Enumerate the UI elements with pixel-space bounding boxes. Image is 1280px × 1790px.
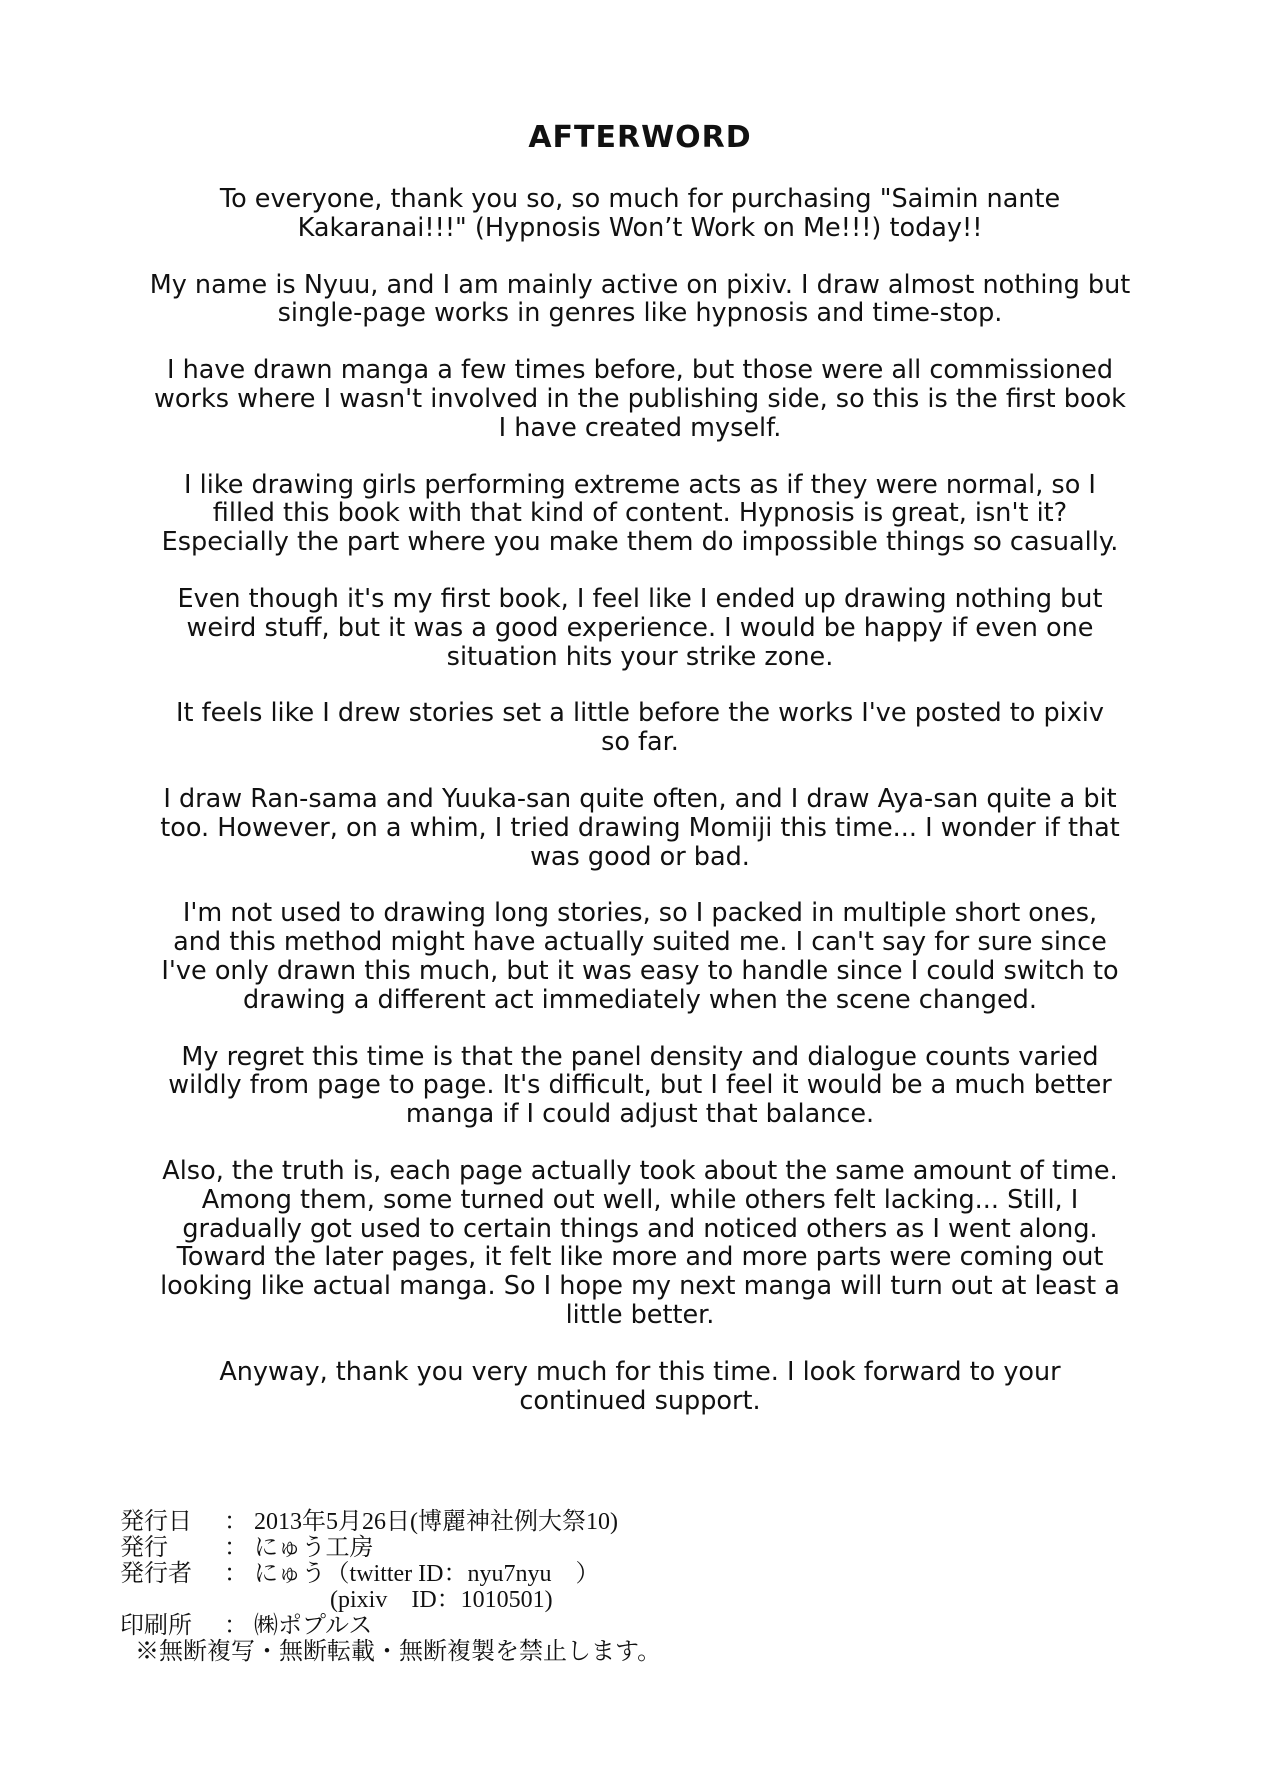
pixiv-value: (pixiv ID：1010501) (330, 1587, 553, 1613)
copyright-notice: ※無断複写・無断転載・無断複製を禁止します。 (135, 1639, 662, 1665)
colophon (120, 1509, 1120, 1665)
paragraph: I'm not used to drawing long stories, so I packed in multiple short ones, and this method might have actually suited me. I can't say for sure since I've only drawn this much, but it was easy to handle since I could switch to drawing a different act immediately when the scene changed. (161, 898, 1119, 1015)
separator: ： (224, 1561, 248, 1587)
author-label: 発行者 (120, 1561, 192, 1587)
printer-value: ㈱ポプルス (254, 1613, 373, 1639)
indent-spacer (120, 1587, 330, 1613)
paragraph: I have drawn manga a few times before, but those were all commissioned works where I wasn't involved in the publishing side, so this is the first book I have created myself. (154, 355, 1126, 443)
separator: ： (224, 1535, 248, 1561)
colophon-row-author (120, 1561, 1120, 1587)
paragraph: I draw Ran-sama and Yuuka-san quite often, and I draw Aya-san quite a bit too. However, on a whim, I tried drawing Momiji this time... I wonder if that was good or bad. (160, 783, 1120, 872)
paragraph: I like drawing girls performing extreme acts as if they were normal, so I filled this book with that kind of content. Hypnosis is great, isn't it? Especially the part where you make them do impossible things so casually. (161, 469, 1119, 558)
separator: ： (224, 1613, 248, 1639)
publisher-label: 発行 (120, 1535, 168, 1561)
separator: ： (224, 1509, 248, 1535)
afterword-body (60, 185, 1220, 1443)
page-title: AFTERWORD (528, 120, 752, 155)
date-label: 発行日 (120, 1509, 192, 1535)
colophon-row-printer (120, 1613, 1120, 1639)
paragraph: To everyone, thank you so, so much for purchasing "Saimin nante Kakaranai!!!" (Hypnosis Won’t Work on Me!!!) today!! (219, 184, 1061, 243)
author-value: にゅう（twitter ID：nyu7nyu ） (254, 1561, 600, 1587)
publisher-value: にゅう工房 (254, 1535, 374, 1561)
paragraph: Anyway, thank you very much for this time. I look forward to your continued support. (219, 1356, 1061, 1416)
paragraph: My name is Nyuu, and I am mainly active on pixiv. I draw almost nothing but single-page works in genres like hypnosis and time-stop. (149, 269, 1131, 329)
colophon-row-pixiv (120, 1587, 1120, 1613)
paragraph: Also, the truth is, each page actually took about the same amount of time. Among them, some turned out well, while others felt lacking... Still, I gradually got used to certain things and noticed others as I went along. Toward the later pages, it felt like more and more parts were coming out looking like actual manga. So I hope my next manga will turn out at least a little better. (160, 1155, 1120, 1330)
paragraph: Even though it's my first book, I feel like I ended up drawing nothing but weird stuff, but it was a good experience. I would be happy if even one situation hits your strike zone. (177, 583, 1103, 672)
paragraph: It feels like I drew stories set a little before the works I've posted to pixiv so far. (176, 698, 1104, 758)
colophon-row-publisher (120, 1535, 1120, 1561)
printer-label: 印刷所 (120, 1613, 192, 1639)
colophon-row-date (120, 1509, 1120, 1535)
date-value: 2013年5月26日(博麗神社例大祭10) (254, 1509, 618, 1535)
paragraph: My regret this time is that the panel density and dialogue counts varied wildly from page to page. It's difficult, but I feel it would be a much better manga if I could adjust that balance. (168, 1041, 1112, 1130)
